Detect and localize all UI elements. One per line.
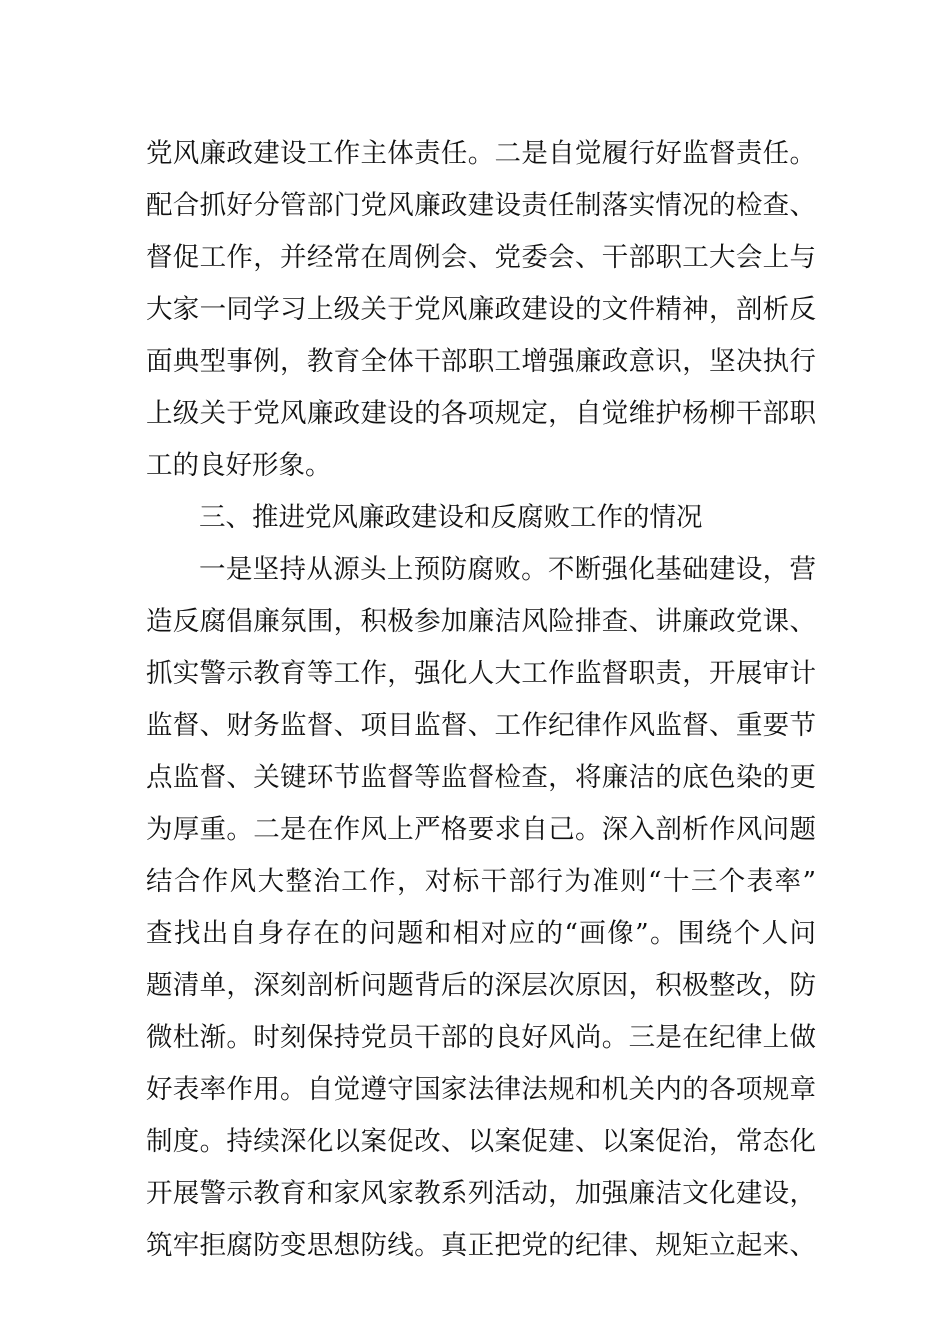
text-line: 造反腐倡廉氛围，积极参加廉洁风险排查、讲廉政党课、 xyxy=(146,606,816,637)
section-heading: 三、推进党风廉政建设和反腐败工作的情况 xyxy=(199,502,703,533)
text-line: 微杜渐。时刻保持党员干部的良好风尚。三是在纪律上做 xyxy=(146,1022,816,1053)
text-line: 题清单，深刻剖析问题背后的深层次原因，积极整改，防 xyxy=(146,970,816,1001)
text-line: 督促工作，并经常在周例会、党委会、干部职工大会上与 xyxy=(146,242,816,273)
text-line: 抓实警示教育等工作，强化人大工作监督职责，开展审计 xyxy=(146,658,816,689)
text-line: 上级关于党风廉政建设的各项规定，自觉维护杨柳干部职 xyxy=(146,398,816,429)
text-line: 配合抓好分管部门党风廉政建设责任制落实情况的检查、 xyxy=(146,190,816,221)
text-line: 监督、财务监督、项目监督、工作纪律作风监督、重要节 xyxy=(146,710,816,741)
text-line: 查找出自身存在的问题和相对应的“画像”。围绕个人问 xyxy=(146,918,816,949)
text-line: 好表率作用。自觉遵守国家法律法规和机关内的各项规章 xyxy=(146,1074,816,1105)
text-line: 结合作风大整治工作，对标干部行为准则“十三个表率” xyxy=(146,866,816,897)
text-line: 工的良好形象。 xyxy=(146,450,332,481)
text-line: 党风廉政建设工作主体责任。二是自觉履行好监督责任。 xyxy=(146,138,816,169)
text-line: 面典型事例，教育全体干部职工增强廉政意识，坚决执行 xyxy=(146,346,816,377)
text-line: 大家一同学习上级关于党风廉政建设的文件精神，剖析反 xyxy=(146,294,816,325)
text-line: 筑牢拒腐防变思想防线。真正把党的纪律、规矩立起来、 xyxy=(146,1230,816,1261)
text-line: 为厚重。二是在作风上严格要求自己。深入剖析作风问题 xyxy=(146,814,816,845)
text-line: 制度。持续深化以案促改、以案促建、以案促治，常态化 xyxy=(146,1126,816,1157)
body-text xyxy=(146,128,816,1272)
text-line: 点监督、关键环节监督等监督检查，将廉洁的底色染的更 xyxy=(146,762,816,793)
text-line: 开展警示教育和家风家教系列活动，加强廉洁文化建设， xyxy=(146,1178,816,1209)
text-line: 一是坚持从源头上预防腐败。不断强化基础建设，营 xyxy=(199,554,816,585)
